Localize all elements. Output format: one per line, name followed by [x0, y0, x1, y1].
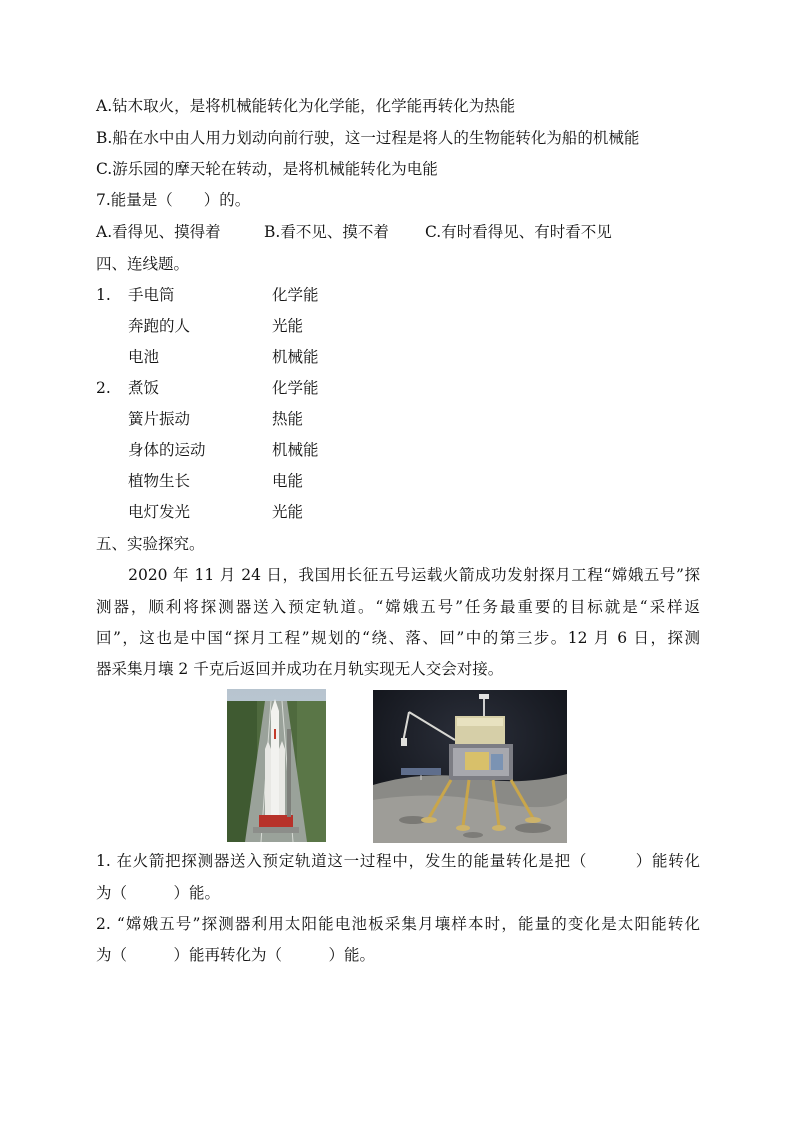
- group2-left-item: 煮饭: [128, 379, 160, 397]
- paragraph-line: 2020 年 11 月 24 日，我国用长征五号运载火箭成功发射探月工程“嫦娥五号”探: [96, 566, 700, 584]
- q7-option-c: C.有时看得见、有时看不见: [425, 223, 612, 241]
- group2-right-item: 电能: [272, 472, 304, 490]
- paragraph-line: 测器，顺利将探测器送入预定轨道。“嫦娥五号”任务最重要的目标就是“采样返: [96, 598, 700, 616]
- question-2-line-2: 为（ ）能再转化为（ ）能。: [96, 946, 376, 964]
- rocket-launch-photo: [227, 689, 326, 842]
- option-c: C.游乐园的摩天轮在转动，是将机械能转化为电能: [96, 160, 438, 178]
- group2-left-item: 植物生长: [128, 472, 191, 490]
- group2-right-item: 光能: [272, 503, 304, 521]
- paragraph-line: 回”，这也是中国“探月工程”规划的“绕、落、回”中的第三步。12 月 6 日，探测: [96, 629, 700, 647]
- section-5-title: 五、实验探究。: [96, 535, 205, 553]
- group2-right-item: 机械能: [272, 441, 319, 459]
- group2-right-item: 化学能: [272, 379, 319, 397]
- question-2-line-1: 2. “嫦娥五号”探测器利用太阳能电池板采集月壤样本时，能量的变化是太阳能转化: [96, 915, 700, 933]
- lunar-lander-photo: [373, 690, 567, 843]
- option-a: A.钻木取火，是将机械能转化为化学能，化学能再转化为热能: [96, 97, 516, 115]
- group2-left-item: 身体的运动: [128, 441, 206, 459]
- question-1-line-2: 为（ ）能。: [96, 884, 221, 902]
- group1-left-item: 奔跑的人: [128, 317, 191, 335]
- group1-number: 1.: [96, 286, 111, 304]
- group2-right-item: 热能: [272, 410, 304, 428]
- group1-left-item: 电池: [128, 348, 160, 366]
- paragraph-line: 器采集月壤 2 千克后返回并成功在月轨实现无人交会对接。: [96, 660, 504, 678]
- option-b: B.船在水中由人用力划动向前行驶，这一过程是将人的生物能转化为船的机械能: [96, 129, 640, 147]
- section-4-title: 四、连线题。: [96, 255, 190, 273]
- question-7: 7.能量是（ ）的。: [96, 191, 251, 209]
- group2-left-item: 电灯发光: [128, 503, 191, 521]
- question-1-line-1: 1. 在火箭把探测器送入预定轨道这一过程中，发生的能量转化是把（ ）能转化: [96, 852, 700, 870]
- group1-right-item: 化学能: [272, 286, 319, 304]
- group2-number: 2.: [96, 379, 111, 397]
- q7-option-b: B.看不见、摸不着: [264, 223, 389, 241]
- group2-left-item: 簧片振动: [128, 410, 191, 428]
- group1-right-item: 光能: [272, 317, 304, 335]
- group1-left-item: 手电筒: [128, 286, 175, 304]
- q7-option-a: A.看得见、摸得着: [96, 223, 221, 241]
- group1-right-item: 机械能: [272, 348, 319, 366]
